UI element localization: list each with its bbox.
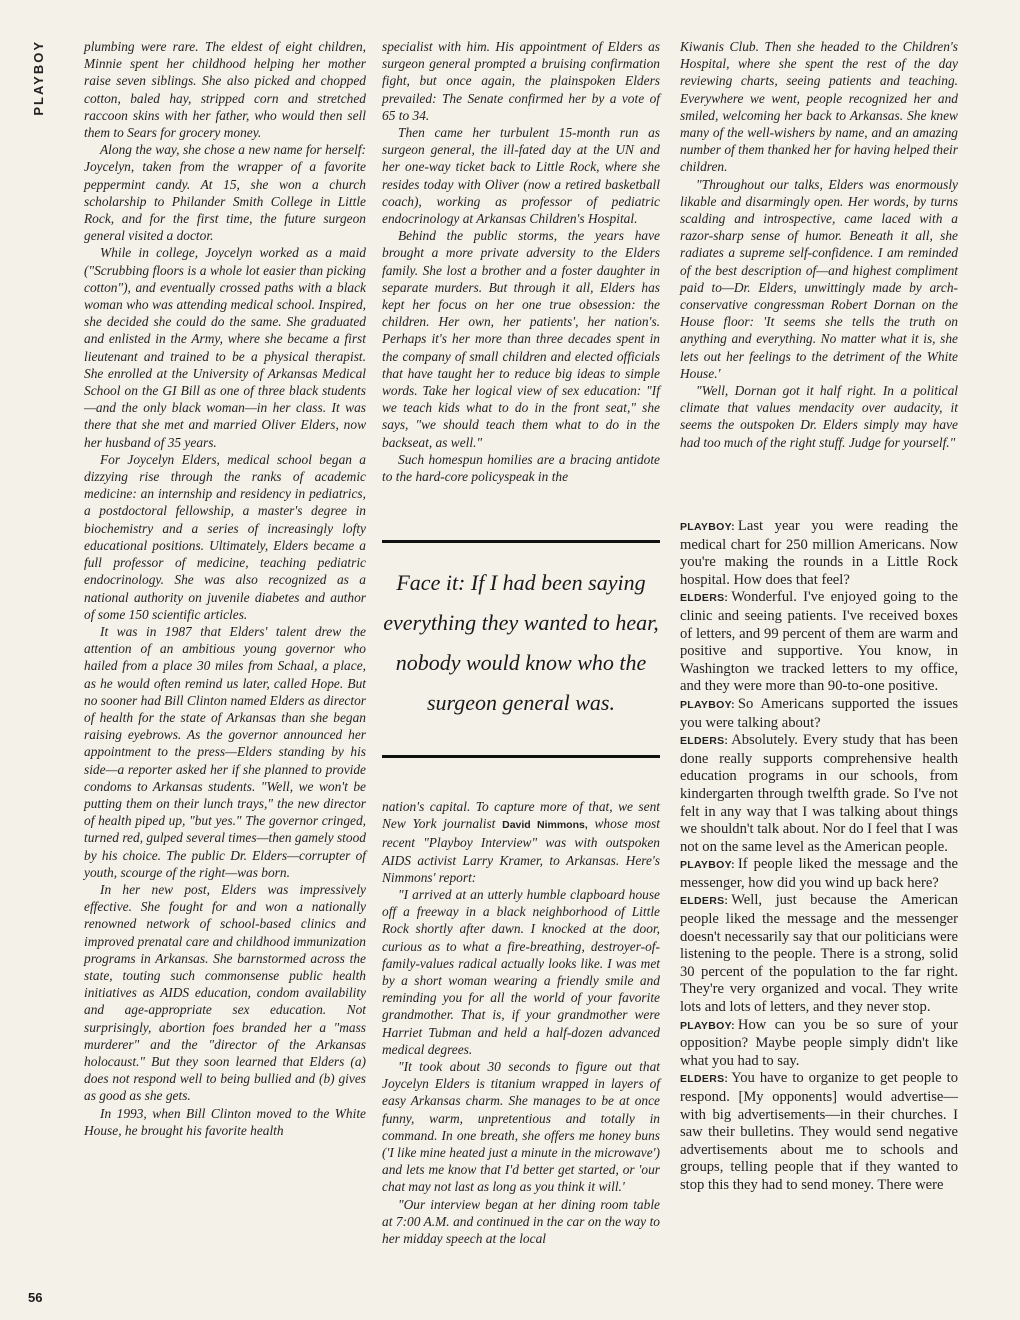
journalist-name: David Nimmons,: [502, 819, 588, 832]
intro-paragraph: [382, 798, 660, 886]
pull-quote: [382, 540, 660, 758]
intro-paragraph: Behind the public storms, the years have brought a more private adversity to the Elders family. She lost a brother and a foster daughter in separate murders. But through it all, Elders has kept her focus on her one true obsession: the children. Her own, her patients', her nation's. Perhaps it's her more than three decades spent in the company of small children and elected officials that have taught her to reduce big ideas to simple words. Take her logical view of sex education: "If we teach kids what to do in the front seat," she says, "we should teach them what to do in the backseat, as well.": [382, 228, 660, 450]
interview-exchange: [680, 1017, 958, 1071]
magazine-name-running-head: PLAYBOY: [31, 40, 46, 116]
interview-text: If people liked the message and the messenger, how did you wind up back here?: [680, 856, 958, 891]
interview-qa: [680, 518, 958, 1195]
intro-paragraph: specialist with him. His appointment of Elders as surgeon general prompted a bruising confirmation fight, but once again, the plainspoken Elders prevailed: The Senate confirmed her by a vote of 65 to 34.: [382, 39, 660, 123]
intro-paragraph: "I arrived at an utterly humble clapboard house off a freeway in a black neighborhood of Little Rock shortly after dawn. I knocked at the door, curious as to what a fire-breathing, destroyer-of-family-values radical actually looks like. I was met by a short woman wearing a friendly smile and reminding you for all the world of your favorite grandmother. That is, if your grandmother were Harriet Tubman and held a half-dozen advanced medical degrees.: [382, 887, 660, 1057]
intro-paragraph: In her new post, Elders was impressively effective. She fought for and won a nationally renowned network of school-based clinics and improved prenatal care and childhood immunization programs in Arkansas. She barnstormed across the state, touting such commonsense public health initiatives as AIDS education, condom availability and age-appropriate sex education. Not surprisingly, abortion foes branded her a "mass murderer" and the "director of the Arkansas holocaust." But they soon learned that Elders (a) does not respond well to being bullied and (b) gives as good as she gets.: [84, 881, 366, 1104]
speaker-label: PLAYBOY:: [680, 521, 735, 533]
intro-text: nation's capital. To capture more of that, we sent New York journalist: [382, 799, 660, 832]
interview-text: Last year you were reading the medical chart for 250 million Americans. Now you're making the rounds in a Little Rock hospital. How does that feel?: [680, 518, 958, 588]
speaker-label: ELDERS:: [680, 895, 729, 908]
intro-paragraph: "It took about 30 seconds to figure out that Joycelyn Elders is titanium wrapped in layers of easy Arkansas charm. She manages to be at once funny, warm, unpretentious and totally in command. In one breath, she offers me honey buns ('I like mine heated just a minute in the microwave') and lets me know that I'd better get started, or 'our chat may not last as long as you think it will.': [382, 1059, 660, 1195]
intro-paragraph: Then came her turbulent 15-month run as surgeon general, the ill-fated day at the UN and her one-way ticket back to Little Rock, where she resides today with Oliver (now a retired basketball coach), working as professor of pediatric endocrinology at Arkansas Children's Hospital.: [382, 125, 660, 227]
intro-paragraph: While in college, Joycelyn worked as a maid ("Scrubbing floors is a whole lot easier than picking cotton"), and eventually crossed paths with a black woman who was attending medical school. Inspired, she decided she could do the same. She graduated and enlisted in the Army, where she became a first lieutenant and trained to be a physical therapist. She enrolled at the University of Arkansas Medical School on the GI Bill as one of three black students—and the only black woman—in her class. It was there that she met and married Oliver Elders, now her husband of 35 years.: [84, 245, 366, 450]
page-number: 56: [28, 1290, 43, 1305]
intro-paragraph: "Our interview began at her dining room table at 7:00 A.M. and continued in the car on the way to her midday speech at the local: [382, 1196, 660, 1247]
interview-text: Absolutely. Every study that has been done really supports comprehensive health education programs in our schools, from kindergarten through twelfth grade. So I've not felt in any way that I was talking about things we shouldn't talk about. Nor do I feel that I was not on the same level as the American people.: [680, 732, 958, 855]
intro-column-1: [84, 38, 366, 1139]
intro-paragraph: In 1993, when Bill Clinton moved to the White House, he brought his favorite health: [84, 1105, 366, 1138]
intro-paragraph: "Well, Dornan got it half right. In a political climate that values mendacity over audacity, it seems the outspoken Dr. Elders simply may have had too much of the right stuff. Judge for yourself.": [680, 383, 958, 450]
intro-column-2: [382, 38, 660, 485]
intro-paragraph: It was in 1987 that Elders' talent drew the attention of an ambitious young governor who hailed from a place 30 miles from Schaal, a place, as he would often remind us later, called Hope. But no sooner had Bill Clinton named Elders as director of health for the state of Arkansas than she began raising eyebrows. As the governor announced her appointment to the press—Elders standing by his side—a reporter asked her if she planned to provide condoms to Arkansas students. "Well, we won't be putting them on their lunch trays," the new director of health piped up, "but yes." The governor cringed, turned red, gulped several times—then gamely stood by his choice. The public Dr. Elders—corrupter of youth, scourge of the right—was born.: [84, 623, 366, 880]
interview-exchange: [680, 589, 958, 696]
intro-paragraph: Kiwanis Club. Then she headed to the Children's Hospital, where she spent the rest of the day reviewing charts, seeing patients and teaching. Everywhere we went, people recognized her and smiled, welcoming her back to Arkansas. She knew many of the well-wishers by name, and an amazing number of them thanked her for having helped their children.: [680, 39, 958, 175]
interview-text: Wonderful. I've enjoyed going to the clinic and seeing patients. I've received boxes of letters, and 99 percent of them are warm and positive and supportive. You know, in Washington we tracked letters to my office, and they were more than 90-to-one positive.: [680, 589, 958, 695]
speaker-label: PLAYBOY:: [680, 698, 735, 711]
intro-paragraph: "Throughout our talks, Elders was enormously likable and disarmingly open. Her words, by turns scalding and introspective, came laced with a razor-sharp sense of humor. Beneath it all, she radiates a supreme self-confidence. I am reminded of the best description of—and highest compliment paid to—Dr. Elders, unwittingly made by arch-conservative congressman Robert Dornan on the House floor: 'It seems she tells the truth on anything and everything. No matter what it is, she lets out her feelings to the detriment of the White House.': [680, 176, 958, 381]
intro-paragraph: Such homespun homilies are a bracing antidote to the hard-core policyspeak in the: [382, 451, 660, 485]
intro-text: whose most recent "Playboy Interview" was with outspoken AIDS activist Larry Kramer, to Arkansas. Here's Nimmons' report:: [382, 816, 660, 885]
speaker-label: ELDERS:: [680, 592, 729, 605]
interview-exchange: [680, 1070, 958, 1194]
intro-column-2-continued: [382, 798, 660, 1247]
speaker-label: PLAYBOY:: [680, 1019, 735, 1032]
intro-column-3: [680, 38, 958, 451]
speaker-label: PLAYBOY:: [680, 859, 735, 872]
interview-exchange: [680, 892, 958, 1016]
pull-quote-text: Face it: If I had been saying everything they wanted to hear, nobody would know who the surgeon general was.: [383, 570, 659, 715]
interview-exchange: [680, 696, 958, 732]
interview-exchange: [680, 856, 958, 892]
interview-exchange: [680, 732, 958, 856]
intro-paragraph: Along the way, she chose a new name for herself: Joycelyn, taken from the wrapper of a favorite peppermint candy. At 15, she won a church scholarship to Philander Smith College in Little Rock, and for the first time, the future surgeon general visited a doctor.: [84, 142, 366, 244]
interview-text: You have to organize to get people to respond. [My opponents] would advertise—with big advertisements—in their churches. I saw their bulletins. They would send negative advertisements about me to schools and groups, telling people that if they wanted to stop this they had to send money. There were: [680, 1070, 958, 1193]
interview-exchange: [680, 518, 958, 589]
interview-text: How can you be so sure of your opposition? Maybe people simply didn't like what you had to say.: [680, 1016, 958, 1069]
intro-paragraph: plumbing were rare. The eldest of eight children, Minnie spent her childhood helping her mother raise seven siblings. She also picked and chopped cotton, baled hay, stripped corn and stretched raccoon skins with her father, who would then sell them to Sears for grocery money.: [84, 39, 366, 141]
intro-paragraph: For Joycelyn Elders, medical school began a dizzying rise through the ranks of academic medicine: an internship and residency in pediatrics, a postdoctoral fellowship, a master's degree in biochemistry and a series of increasingly lofty educational positions. Ultimately, Elders became a full professor of medicine, teaching pediatric endocrinology. She was also recognized as a national authority on juvenile diabetes and author of some 150 scientific articles.: [84, 451, 366, 622]
interview-text: Well, just because the American people liked the message and the messenger doesn't necessarily say that our politicians were listening to the people. There is a strong, solid 30 percent of the population to the far right. They're very organized and vocal. They write lots and lots of letters, and they never stop.: [680, 892, 958, 1016]
speaker-label: ELDERS:: [680, 735, 729, 748]
interview-text: So Americans supported the issues you were talking about?: [680, 695, 958, 731]
speaker-label: ELDERS:: [680, 1073, 729, 1086]
